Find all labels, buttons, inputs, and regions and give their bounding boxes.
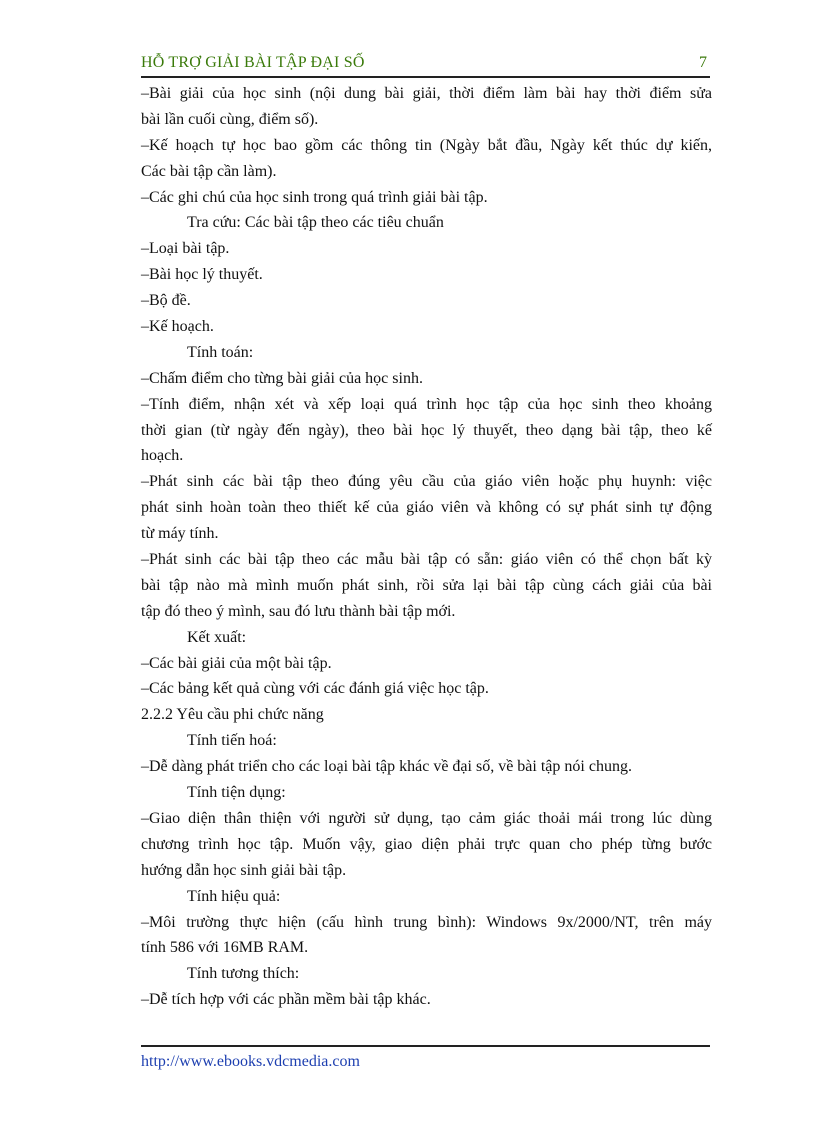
list-item: –Dễ dàng phát triển cho các loại bài tập khác về đại số, về bài tập nói chung. bbox=[141, 758, 632, 776]
text-line: bài lần cuối cùng, điểm số). bbox=[141, 110, 319, 128]
text-line: từ máy tính. bbox=[141, 525, 219, 543]
footer-link[interactable]: http://www.ebooks.vdcmedia.com bbox=[141, 1053, 360, 1070]
text-line: bài tập nào mà mình muốn phát sinh, rồi sửa lại bài tập cùng cách giải của bài bbox=[141, 576, 712, 594]
text-line: thời gian (từ ngày đến ngày), theo bài học lý thuyết, theo dạng bài tập, theo kế bbox=[141, 421, 712, 439]
text-line: chương trình học tập. Muốn vậy, giao diện phải trực quan cho phép từng bước bbox=[141, 835, 712, 853]
list-item: –Bài học lý thuyết. bbox=[141, 266, 263, 284]
list-item: –Chấm điểm cho từng bài giải của học sinh. bbox=[141, 369, 423, 387]
text-line: –Giao diện thân thiện với người sử dụng, tạo cảm giác thoải mái trong lúc dùng bbox=[141, 809, 712, 827]
section-heading-compatibility: Tính tương thích: bbox=[187, 965, 300, 983]
text-line: –Phát sinh các bài tập theo đúng yêu cầu của giáo viên hoặc phụ huynh: việc bbox=[141, 473, 712, 491]
list-item: –Loại bài tập. bbox=[141, 240, 230, 258]
list-item: –Các bảng kết quả cùng với các đánh giá việc học tập. bbox=[141, 680, 489, 698]
list-item: –Bộ đề. bbox=[141, 292, 191, 310]
page-header bbox=[141, 51, 710, 78]
text-line: –Các ghi chú của học sinh trong quá trình giải bài tập. bbox=[141, 188, 488, 206]
list-item: –Dễ tích hợp với các phần mềm bài tập khác. bbox=[141, 991, 431, 1009]
text-line: –Kế hoạch tự học bao gồm các thông tin (Ngày bắt đầu, Ngày kết thúc dự kiến, bbox=[141, 136, 712, 154]
section-heading-evolution: Tính tiến hoá: bbox=[187, 732, 277, 750]
text-line: phát sinh hoàn toàn theo thiết kế của giáo viên và không có sự phát sinh tự động bbox=[141, 499, 712, 517]
page-number: 7 bbox=[699, 54, 707, 71]
text-line: hoạch. bbox=[141, 447, 184, 465]
list-item: –Kế hoạch. bbox=[141, 318, 214, 336]
text-line: tính 586 với 16MB RAM. bbox=[141, 939, 309, 957]
page-body bbox=[141, 81, 712, 1013]
section-heading-lookup: Tra cứu: Các bài tập theo các tiêu chuẩn bbox=[187, 214, 444, 232]
section-title: 2.2.2 Yêu cầu phi chức năng bbox=[141, 706, 324, 724]
section-heading-usability: Tính tiện dụng: bbox=[187, 784, 286, 802]
text-line: hướng dẫn học sinh giải bài tập. bbox=[141, 861, 347, 879]
text-line: tập đó theo ý mình, sau đó lưu thành bài tập mới. bbox=[141, 602, 456, 620]
text-line: –Bài giải của học sinh (nội dung bài giải, thời điểm làm bài hay thời điểm sửa bbox=[141, 85, 712, 102]
section-heading-export: Kết xuất: bbox=[187, 628, 247, 646]
text-line: –Tính điểm, nhận xét và xếp loại quá trình học tập của học sinh theo khoảng bbox=[141, 395, 712, 413]
list-item: –Các bài giải của một bài tập. bbox=[141, 654, 332, 672]
section-heading-efficiency: Tính hiệu quả: bbox=[187, 887, 281, 905]
page-footer bbox=[141, 1045, 710, 1070]
text-line: –Phát sinh các bài tập theo các mẫu bài tập có sẵn: giáo viên có thể chọn bất kỳ bbox=[141, 551, 712, 569]
header-title: HỖ TRỢ GIẢI BÀI TẬP ĐẠI SỐ bbox=[141, 54, 365, 71]
text-line: Các bài tập cần làm). bbox=[141, 162, 277, 180]
section-heading-compute: Tính toán: bbox=[187, 343, 254, 361]
text-line: –Môi trường thực hiện (cấu hình trung bình): Windows 9x/2000/NT, trên máy bbox=[141, 913, 712, 931]
